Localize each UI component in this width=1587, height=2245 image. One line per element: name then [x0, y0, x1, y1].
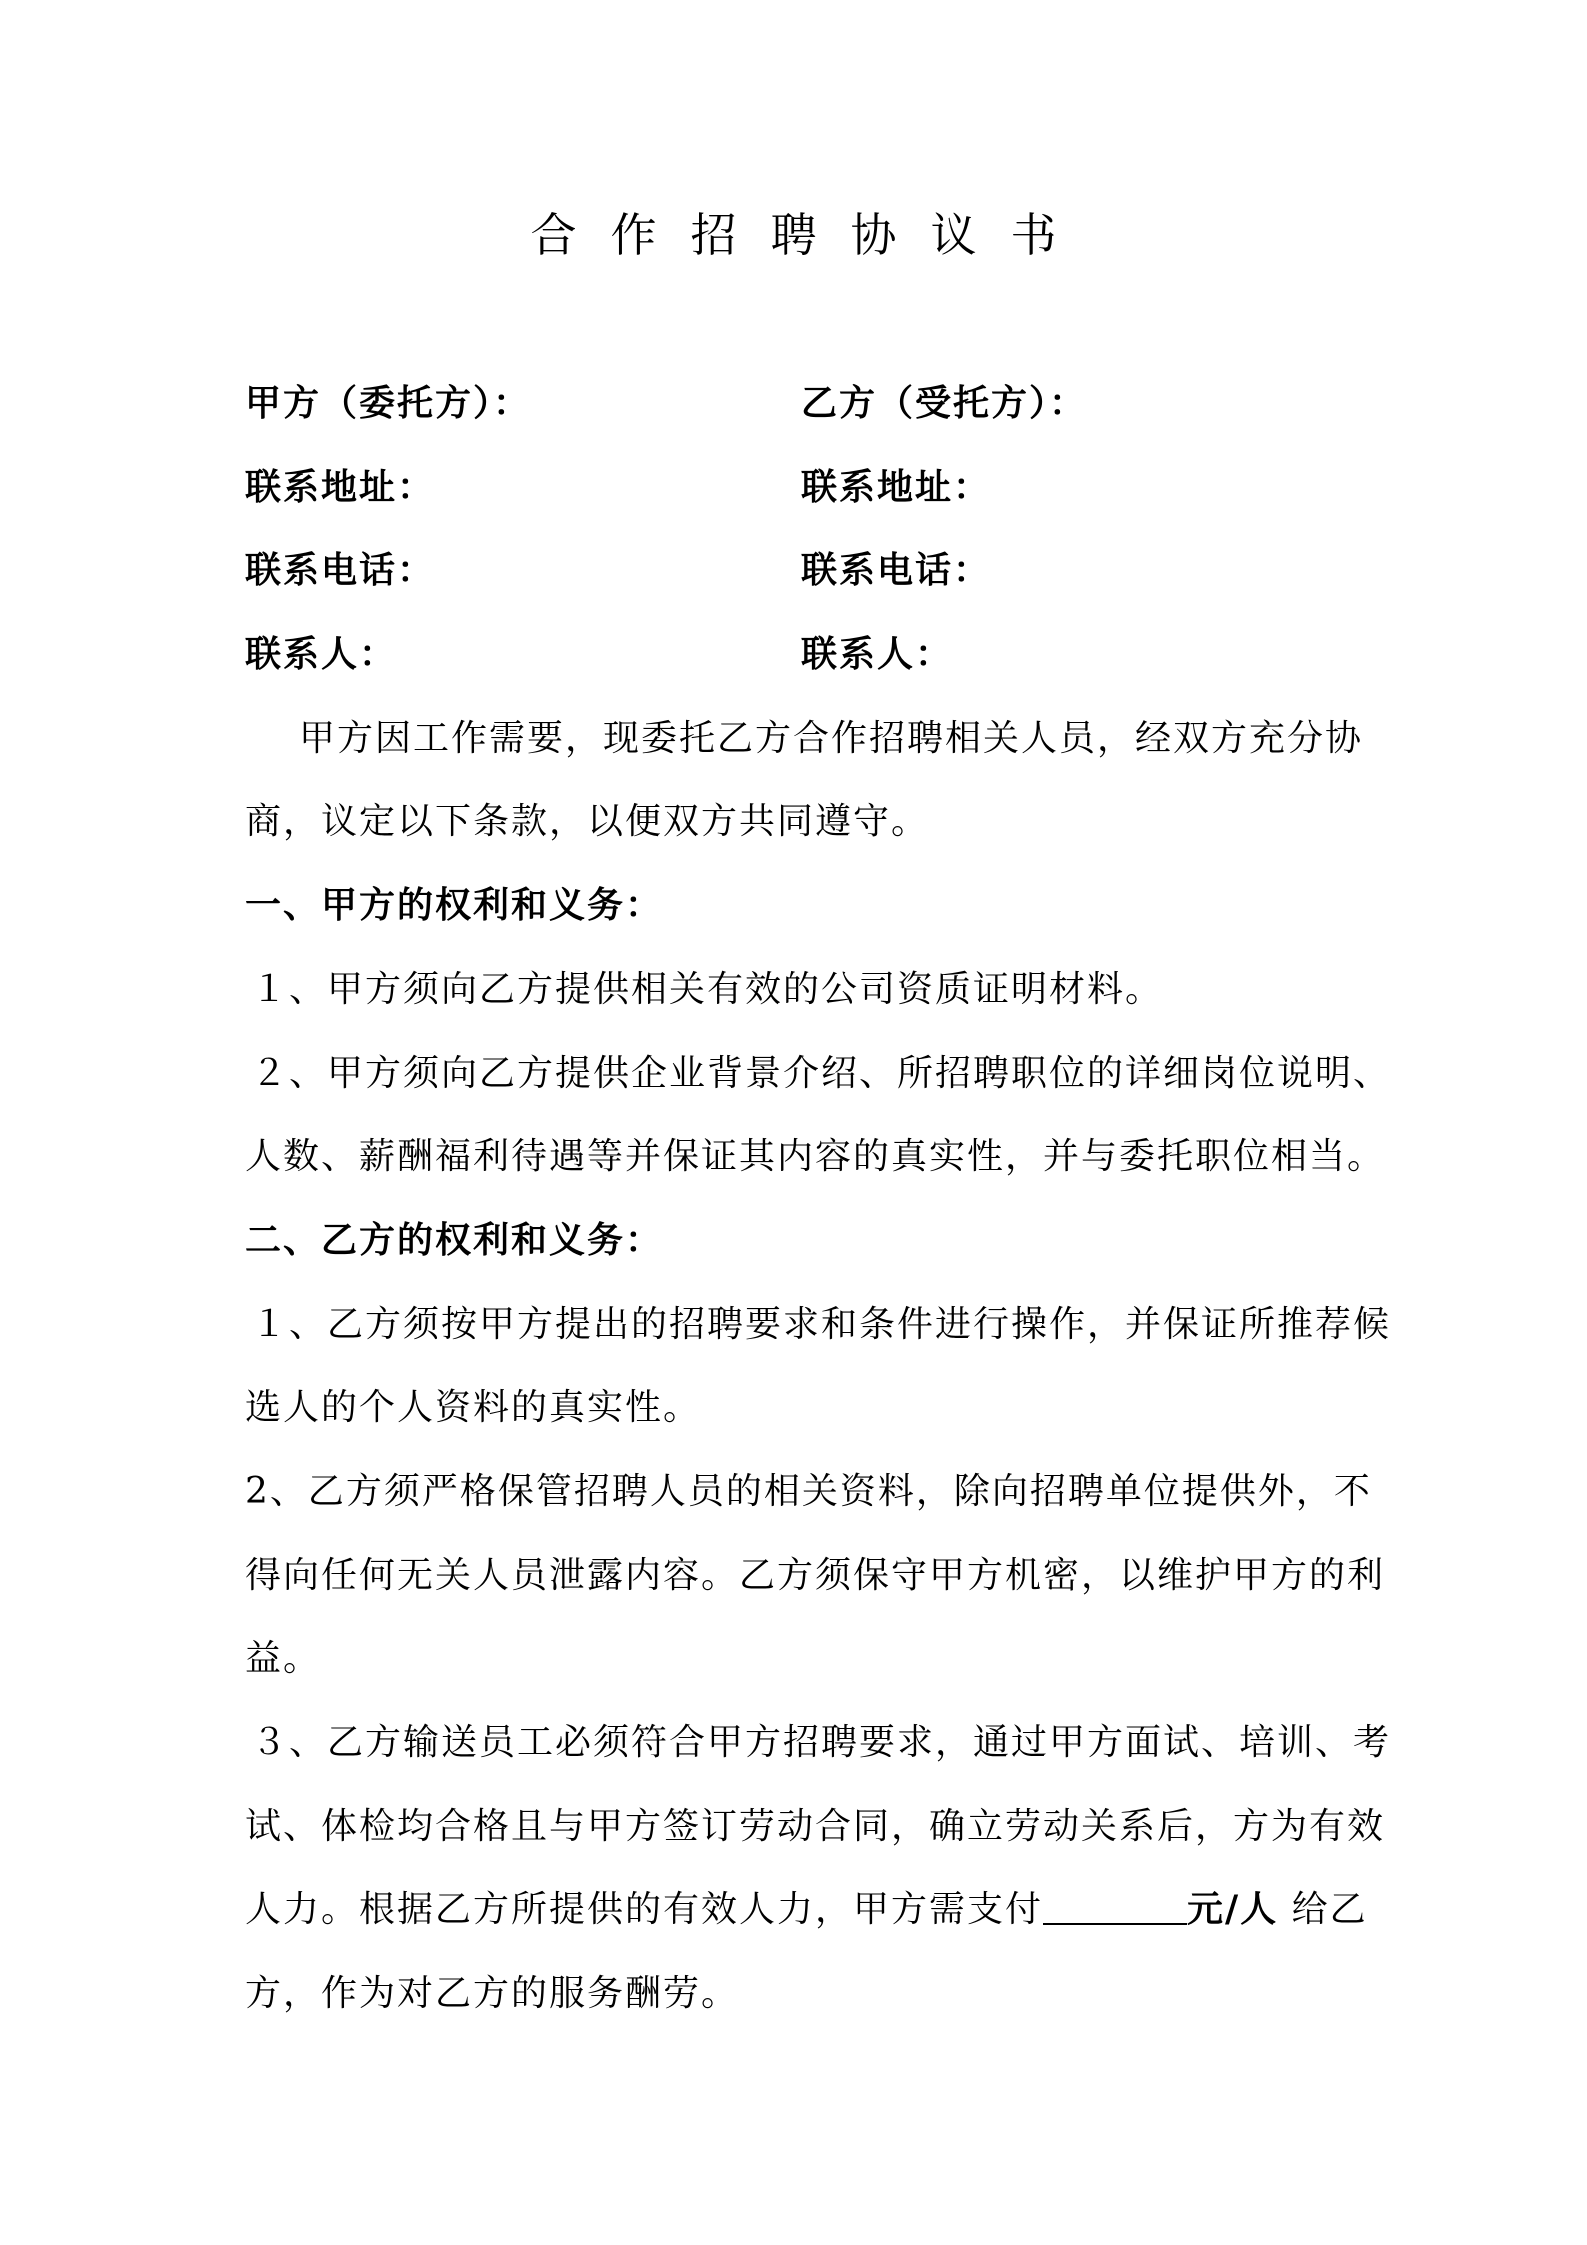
party-b-contact-label: 联系人： — [801, 633, 954, 676]
party-a-address-label: 联系地址： — [245, 465, 436, 508]
intro-line: 甲方因工作需要，现委托乙方合作招聘相关人员，经双方充分协 — [299, 717, 1364, 759]
clause-line: 益。 — [245, 1638, 322, 1680]
phone-row — [245, 529, 1357, 613]
section-heading: 二、乙方的权利和义务： — [245, 1218, 664, 1261]
intro-line: 商，议定以下条款，以便双方共同遵守。 — [245, 801, 930, 843]
document-body — [245, 362, 1392, 2036]
contact-row — [245, 613, 1357, 697]
party-row — [245, 362, 1357, 446]
clause-line — [245, 1868, 1368, 1952]
party-b-phone-label: 联系电话： — [801, 549, 992, 592]
clause-line: 方，作为对乙方的服务酬劳。 — [245, 1973, 740, 2015]
clause-line: ２、甲方须向乙方提供企业背景介绍、所招聘职位的详细岗位说明、 — [251, 1052, 1392, 1094]
fee-unit: 元/人 — [1187, 1888, 1279, 1931]
party-a-label: 甲方（委托方）： — [245, 382, 532, 424]
clause-line: 得向任何无关人员泄露内容。乙方须保守甲方机密，以维护甲方的利 — [245, 1554, 1386, 1596]
clause-line: 选人的个人资料的真实性。 — [245, 1387, 702, 1429]
clause-line: 试、体检均合格且与甲方签订劳动合同，确立劳动关系后，方为有效 — [245, 1805, 1386, 1847]
party-b-label: 乙方（受托方）： — [801, 382, 1088, 424]
clause-line: ３、乙方输送员工必须符合甲方招聘要求，通过甲方面试、培训、考 — [251, 1722, 1392, 1763]
party-a-contact-label: 联系人： — [245, 633, 398, 676]
clause-line: 2、乙方须严格保管招聘人员的相关资料，除向招聘单位提供外，不 — [245, 1470, 1372, 1512]
clause-line: １、乙方须按甲方提出的招聘要求和条件进行操作，并保证所推荐候 — [251, 1303, 1392, 1345]
clause-line: １、甲方须向乙方提供相关有效的公司资质证明材料。 — [251, 968, 1164, 1010]
fee-text: 人力。根据乙方所提供的有效人力，甲方需支付 — [245, 1889, 1044, 1931]
address-row — [245, 446, 1357, 530]
party-a-phone-label: 联系电话： — [245, 549, 436, 592]
party-b-address-label: 联系地址： — [801, 465, 992, 508]
section-heading: 一、甲方的权利和义务： — [245, 884, 664, 927]
document-title: 合作招聘协议书 — [530, 208, 1091, 262]
fee-text-tail: 给乙 — [1278, 1889, 1368, 1931]
clause-line: 人数、薪酬福利待遇等并保证其内容的真实性，并与委托职位相当。 — [245, 1136, 1386, 1178]
fee-blank-field[interactable] — [1043, 1889, 1187, 1925]
